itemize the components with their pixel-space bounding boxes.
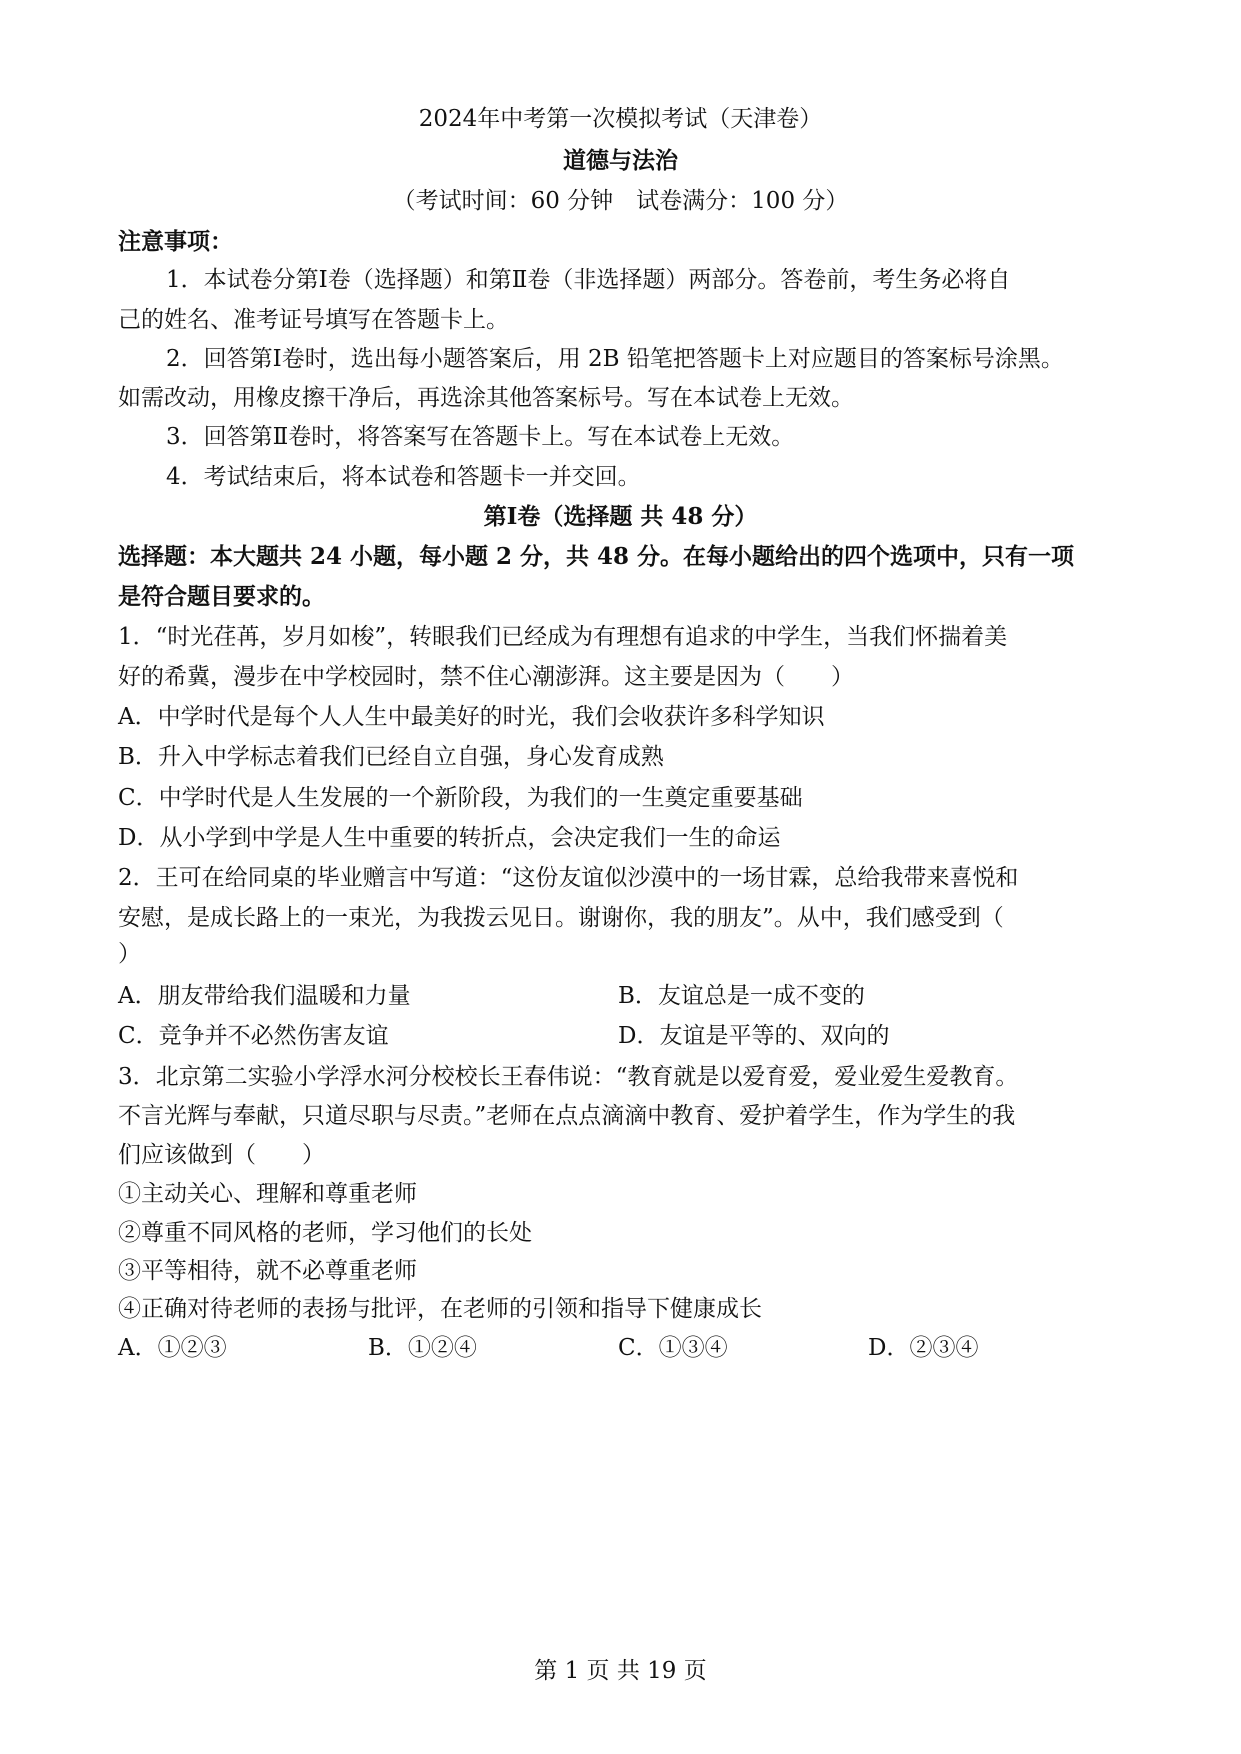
question-2-line-2: 安慰，是成长路上的一束光，为我拨云见日。谢谢你，我的朋友”。从中，我们感受到（ bbox=[118, 905, 1004, 931]
question-2-options-row-1 bbox=[118, 981, 1128, 1011]
question-2-line-1: 2．王可在给同桌的毕业赠言中写道：“这份友谊似沙漠中的一场甘霖，总给我带来喜悦和 bbox=[118, 865, 1019, 891]
section-instruction-line-2: 是符合题目要求的。 bbox=[118, 583, 325, 610]
notice-heading: 注意事项： bbox=[118, 228, 233, 255]
question-3-statement-1: ①主动关心、理解和尊重老师 bbox=[118, 1181, 417, 1207]
question-2-option-c: C．竞争并不必然伤害友谊 bbox=[118, 1023, 389, 1049]
section-title: 第Ⅰ卷（选择题 共 48 分） bbox=[483, 503, 758, 530]
question-3-option-a: A．①②③ bbox=[118, 1335, 227, 1361]
question-3-option-c: C．①③④ bbox=[618, 1335, 728, 1361]
question-2-options-row-2 bbox=[118, 1021, 1128, 1051]
question-1-line-2: 好的希冀，漫步在中学校园时，禁不住心潮澎湃。这主要是因为（ ） bbox=[118, 664, 854, 690]
question-2-option-d: D．友谊是平等的、双向的 bbox=[618, 1023, 890, 1049]
question-3-line-3: 们应该做到（ ） bbox=[118, 1142, 325, 1168]
question-1-option-a: A．中学时代是每个人人生中最美好的时光，我们会收获许多科学知识 bbox=[118, 704, 825, 730]
exam-info: （考试时间：60 分钟 试卷满分：100 分） bbox=[392, 188, 849, 214]
question-3-line-2: 不言光辉与奉献，只道尽职与尽责。”老师在点点滴滴中教育、爱护着学生，作为学生的我 bbox=[118, 1103, 1016, 1129]
question-1-option-d: D．从小学到中学是人生中重要的转折点，会决定我们一生的命运 bbox=[118, 825, 781, 851]
question-3-option-b: B．①②④ bbox=[368, 1335, 477, 1361]
question-2-option-a: A．朋友带给我们温暖和力量 bbox=[118, 983, 411, 1009]
question-1-line-1: 1．“时光荏苒，岁月如梭”，转眼我们已经成为有理想有追求的中学生，当我们怀揣着美 bbox=[118, 624, 1008, 650]
notice-item-2-line-2: 如需改动，用橡皮擦干净后，再选涂其他答案标号。写在本试卷上无效。 bbox=[118, 385, 854, 411]
notice-item-1-line-2: 己的姓名、准考证号填写在答题卡上。 bbox=[118, 307, 509, 333]
exam-title: 2024年中考第一次模拟考试（天津卷） bbox=[418, 106, 823, 132]
notice-item-1-line-1: 1．本试卷分第Ⅰ卷（选择题）和第Ⅱ卷（非选择题）两部分。答卷前，考生务必将自 bbox=[166, 267, 1011, 293]
question-1-option-c: C．中学时代是人生发展的一个新阶段，为我们的一生奠定重要基础 bbox=[118, 785, 803, 811]
subject-title: 道德与法治 bbox=[563, 147, 678, 174]
question-1-option-b: B．升入中学标志着我们已经自立自强，身心发育成熟 bbox=[118, 744, 664, 770]
question-2-option-b: B．友谊总是一成不变的 bbox=[618, 983, 865, 1009]
notice-item-3: 3．回答第Ⅱ卷时，将答案写在答题卡上。写在本试卷上无效。 bbox=[166, 424, 795, 450]
question-3-option-d: D．②③④ bbox=[868, 1335, 979, 1361]
question-3-statement-3: ③平等相待，就不必尊重老师 bbox=[118, 1258, 417, 1284]
question-3-statement-2: ②尊重不同风格的老师，学习他们的长处 bbox=[118, 1220, 532, 1246]
notice-item-2-line-1: 2．回答第Ⅰ卷时，选出每小题答案后，用 2B 铅笔把答题卡上对应题目的答案标号涂黑。 bbox=[166, 346, 1064, 372]
question-2-line-3: ） bbox=[118, 941, 141, 967]
question-3-statement-4: ④正确对待老师的表扬与批评，在老师的引领和指导下健康成长 bbox=[118, 1296, 762, 1322]
notice-item-4: 4．考试结束后，将本试卷和答题卡一并交回。 bbox=[166, 464, 641, 490]
question-3-line-1: 3．北京第二实验小学浮水河分校校长王春伟说：“教育就是以爱育爱，爱业爱生爱教育。 bbox=[118, 1064, 1019, 1090]
page-footer: 第 1 页 共 19 页 bbox=[534, 1658, 707, 1684]
section-instruction-line-1: 选择题：本大题共 24 小题，每小题 2 分，共 48 分。在每小题给出的四个选项中，只有一项 bbox=[118, 543, 1075, 570]
